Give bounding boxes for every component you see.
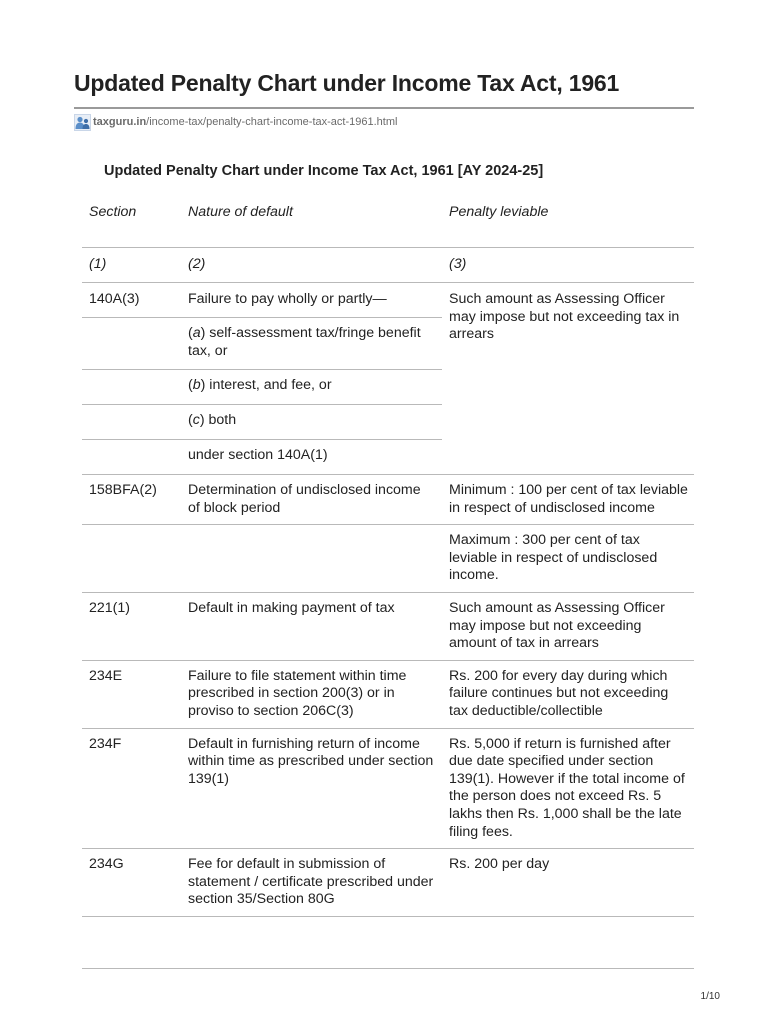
column-number-1: (1) [89,256,107,272]
header-section: Section [89,204,137,220]
title-divider [74,107,694,109]
section-cell: 234F [89,735,122,752]
nature-cell: Failure to pay wholly or partly— [188,291,387,307]
table-row [82,728,694,849]
clause-text: both [204,412,237,428]
page-title: Updated Penalty Chart under Income Tax Act, 1961 [74,70,620,96]
table-row [82,849,694,917]
section-cell: 221(1) [89,599,131,616]
nature-cell: Default in making payment of tax [188,599,395,616]
penalty-cell: Minimum : 100 per cent of tax leviable in respect of undisclosed income [449,482,688,516]
nature-clause-b: (b) interest, and fee, or [188,377,332,393]
table-row [82,475,694,525]
column-number-2: (2) [188,256,206,272]
penalty-cell: Such amount as Assessing Officer may impose but not exceeding tax in arrears [449,291,680,343]
clause-marker: c [192,412,200,428]
section-cell: 234E [89,667,123,684]
penalty-cell: Rs. 200 per day [449,856,550,873]
nature-clause-a: (a) self-assessment tax/fringe benefit tax, or [188,325,421,359]
clause-text: self-assessment tax/fringe benefit tax, or [188,325,421,359]
nature-cell: Fee for default in submission of statement / certificate prescribed under section 35/Section 80G [188,856,434,908]
nature-cell: Determination of undisclosed income of block period [188,482,421,516]
table-header-row [82,196,694,248]
nature-cell: Default in furnishing return of income within time as prescribed under section 139(1) [188,735,434,787]
nature-clause-c: (c) both [188,412,237,428]
source-domain-link[interactable]: taxguru.in [93,116,147,128]
section-cell: 234G [89,856,124,873]
penalty-chart-table [82,196,694,917]
table-row [82,660,694,728]
source-url-path[interactable]: /income-tax/penalty-chart-income-tax-act-1961.html [146,116,398,128]
taxguru-logo-icon [74,114,91,131]
section-cell: 140A(3) [89,291,140,307]
penalty-cell: Rs. 200 for every day during which failure continues but not exceeding tax deductible/collectible [449,667,669,719]
header-nature-of-default: Nature of default [188,204,293,220]
table-row [82,525,694,593]
table-row [82,283,694,318]
penalty-cell: Maximum : 300 per cent of tax leviable in respect of undisclosed income. [449,532,658,584]
column-number-row [82,248,694,283]
column-number-3: (3) [449,256,467,272]
table-row [82,592,694,660]
penalty-cell: Rs. 5,000 if return is furnished after due date specified under section 139(1). However if the total income of the person does not exceed Rs. 5 lakhs then Rs. 1,000 shall be the late filing fees. [449,735,685,840]
table-end-divider [82,968,694,969]
header-penalty-leviable: Penalty leviable [449,204,549,220]
source-line [74,113,397,131]
clause-marker: a [192,325,201,341]
page-number: 1/10 [700,991,720,1002]
section-cell: 158BFA(2) [89,482,157,498]
clause-marker: b [192,377,201,393]
table-caption: Updated Penalty Chart under Income Tax Act, 1961 [AY 2024-25] [104,163,544,179]
nature-cell: Failure to file statement within time prescribed in section 200(3) or in proviso to section 206C(3) [188,667,407,719]
penalty-cell: Such amount as Assessing Officer may impose but not exceeding amount of tax in arrears [449,599,665,652]
clause-text: interest, and fee, or [205,377,332,393]
nature-cell: under section 140A(1) [188,447,328,463]
